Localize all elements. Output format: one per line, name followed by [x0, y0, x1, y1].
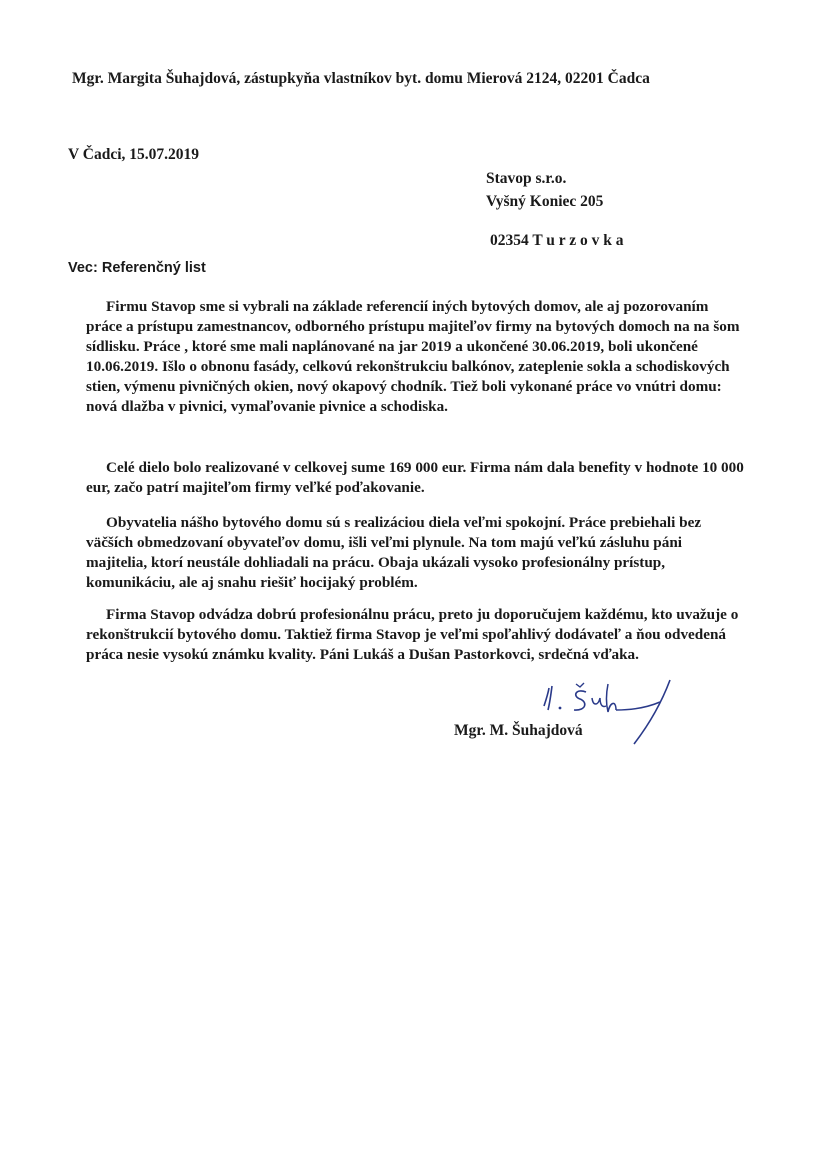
paragraph-text: Firmu Stavop sme si vybrali na základe referencií iných bytových domov, ale aj pozorovaním práce a prístupu zamestnancov, odborného prístupu majiteľov firmy na bytových domoch na na šom sídlisku. Práce , ktoré sme mali naplánované na jar 2019 a ukončené 30.06.2019, boli ukončené 10.06.2019. Išlo o obnonu fasády, celkovú rekonštrukciu balkónov, zateplenie sokla a schodiskových stien, výmenu pivničných okien, nový okapový chodník. Tiež boli vykonané práce vo vnútri domu: nová dlažba v pivnici, vymaľovanie pivnice a schodiska.: [86, 298, 740, 415]
paragraph-3: [86, 513, 746, 593]
recipient-address: [486, 167, 624, 252]
paragraph-text: Firma Stavop odvádza dobrú profesionálnu prácu, preto ju doporučujem každému, kto uvažuje o rekonštrukcií bytového domu. Taktiež firma Stavop je veľmi spoľahlivý dodávateľ a ňou odvedená práca nesie vysokú známku kvality. Páni Lukáš a Dušan Pastorkovci, srdečná vďaka.: [86, 606, 739, 663]
recipient-name: Stavop s.r.o.: [486, 170, 567, 187]
recipient-city: 02354 T u r z o v k a: [490, 232, 624, 249]
paragraph-text: Celé dielo bolo realizované v celkovej sume 169 000 eur. Firma nám dala benefity v hodnote 10 000 eur, začo patrí majiteľom firmy veľké poďakovanie.: [86, 459, 744, 496]
paragraph-4: [86, 605, 746, 665]
paragraph-2: [86, 458, 746, 498]
place-date: V Čadci, 15.07.2019: [68, 146, 200, 163]
recipient-street: Vyšný Koniec 205: [486, 193, 604, 210]
subject-line: Vec: Referenčný list: [68, 260, 206, 276]
paragraph-text: Obyvatelia nášho bytového domu sú s realizáciou diela veľmi spokojní. Práce prebiehali bez väčších obmedzovaní obyvateľov domu, išli veľmi plynule. Na tom majú veľkú zásluhu páni majitelia, ktorí neustále dohliadali na prácu. Obaja ukázali vysoko profesionálny prístup, komunikáciu, ale aj snahu riešiť hocijaký problém.: [86, 514, 702, 591]
paragraph-1: [86, 297, 746, 417]
signature-name: Mgr. M. Šuhajdová: [454, 722, 583, 739]
sender-line: Mgr. Margita Šuhajdová, zástupkyňa vlastníkov byt. domu Mierová 2124, 02201 Čadca: [72, 70, 650, 87]
